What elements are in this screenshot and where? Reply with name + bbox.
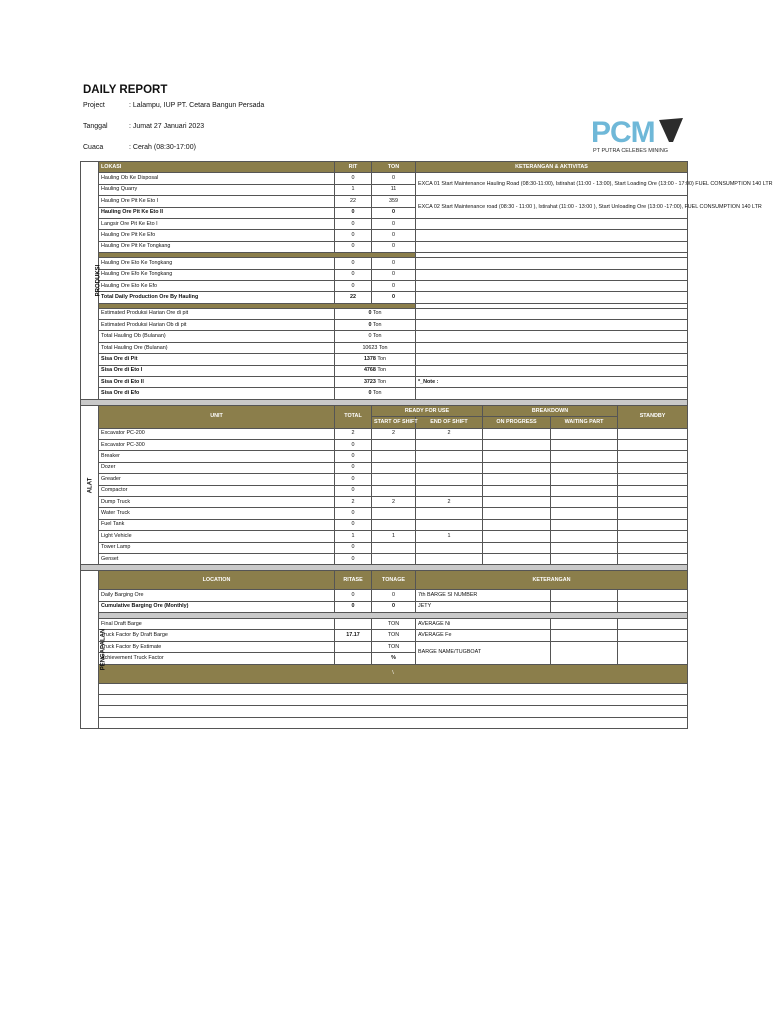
equipment-on-progress bbox=[483, 542, 551, 553]
header-ritase: RITASE bbox=[335, 571, 372, 590]
equipment-unit: Excavator PC-300 bbox=[99, 439, 335, 450]
equipment-on-progress bbox=[483, 508, 551, 519]
summary-row bbox=[81, 354, 688, 365]
equipment-waiting-part bbox=[551, 485, 618, 496]
equipment-row bbox=[81, 428, 688, 439]
production-ton: 0 bbox=[372, 207, 416, 218]
production-location: Hauling Quarry bbox=[99, 184, 335, 195]
summary-label: Total Hauling Ore (Bulanan) bbox=[99, 342, 335, 353]
equipment-start-of-shift: 1 bbox=[372, 531, 416, 542]
pengapalan-header-row bbox=[81, 571, 688, 590]
equipment-start-of-shift bbox=[372, 462, 416, 473]
equipment-unit: Excavator PC-200 bbox=[99, 428, 335, 439]
production-row bbox=[81, 230, 688, 241]
equipment-total: 0 bbox=[335, 462, 372, 473]
equipment-unit: Breaker bbox=[99, 451, 335, 462]
equipment-total: 0 bbox=[335, 451, 372, 462]
equipment-end-of-shift: 1 bbox=[416, 531, 483, 542]
svg-text:PCM: PCM bbox=[591, 116, 655, 149]
equipment-start-of-shift bbox=[372, 439, 416, 450]
shipping-tonage: % bbox=[372, 653, 416, 664]
summary-value bbox=[335, 354, 416, 365]
summary-number: 0 bbox=[368, 390, 372, 397]
summary-value bbox=[335, 342, 416, 353]
blank-cell bbox=[99, 706, 688, 717]
activity-note-empty bbox=[416, 218, 688, 229]
production-location: Hauling Ore Pit Ke Tongkang bbox=[99, 241, 335, 252]
equipment-waiting-part bbox=[551, 428, 618, 439]
shipping-tonage: TON bbox=[372, 630, 416, 641]
equipment-row bbox=[81, 485, 688, 496]
summary-value bbox=[335, 308, 416, 319]
production-rit: 0 bbox=[335, 218, 372, 229]
summary-value bbox=[335, 365, 416, 376]
backslash-row bbox=[81, 664, 688, 683]
equipment-row bbox=[81, 451, 688, 462]
production-ton: 0 bbox=[372, 280, 416, 291]
equipment-on-progress bbox=[483, 462, 551, 473]
production-location: Hauling Ore Eto Ke Tongkang bbox=[99, 258, 335, 269]
section-pengapalan bbox=[81, 571, 107, 729]
production-ton: 0 bbox=[372, 241, 416, 252]
summary-unit: Ton bbox=[378, 344, 388, 351]
blank-cell bbox=[99, 717, 688, 728]
production-row bbox=[81, 258, 688, 269]
production-location: Hauling Ore Pit Ke Eto II bbox=[99, 207, 335, 218]
section-pengapalan-label: PENGAPALAN bbox=[100, 628, 107, 671]
equipment-unit: Dozer bbox=[99, 462, 335, 473]
summary-number: 10623 bbox=[362, 344, 378, 351]
production-location: Total Daily Production Ore By Hauling bbox=[99, 292, 335, 303]
date-label: Tanggal bbox=[83, 123, 108, 130]
equipment-on-progress bbox=[483, 553, 551, 564]
summary-row bbox=[81, 342, 688, 353]
summary-number: 0 bbox=[368, 321, 372, 328]
blank-cell bbox=[99, 683, 688, 694]
shipping-ritase: 17.17 bbox=[335, 630, 372, 641]
header-end-of-shift: END OF SHIFT bbox=[416, 417, 483, 428]
project-value: : Lalampu, IUP PT. Cetara Bangun Persada bbox=[129, 102, 265, 109]
header-waiting-part: WAITING PART bbox=[551, 417, 618, 428]
equipment-row bbox=[81, 496, 688, 507]
equipment-standby bbox=[618, 531, 688, 542]
header-unit: UNIT bbox=[99, 405, 335, 428]
blank-row bbox=[81, 695, 688, 706]
equipment-standby bbox=[618, 474, 688, 485]
equipment-end-of-shift bbox=[416, 553, 483, 564]
equipment-standby bbox=[618, 439, 688, 450]
equipment-waiting-part bbox=[551, 553, 618, 564]
equipment-end-of-shift: 2 bbox=[416, 496, 483, 507]
shipping-ritase bbox=[335, 619, 372, 630]
equipment-waiting-part bbox=[551, 519, 618, 530]
header-rit: RIT bbox=[335, 162, 372, 173]
activity-note-empty bbox=[416, 342, 688, 353]
header-lokasi: LOKASI bbox=[99, 162, 335, 173]
equipment-on-progress bbox=[483, 439, 551, 450]
summary-label: Estimated Produksi Harian Ob di pit bbox=[99, 320, 335, 331]
equipment-total: 0 bbox=[335, 474, 372, 485]
logo-company-name: PT PUTRA CELEBES MINING bbox=[593, 148, 669, 154]
production-rit: 0 bbox=[335, 269, 372, 280]
equipment-waiting-part bbox=[551, 496, 618, 507]
summary-row bbox=[81, 331, 688, 342]
equipment-total: 0 bbox=[335, 508, 372, 519]
equipment-standby bbox=[618, 508, 688, 519]
summary-unit: Ton bbox=[372, 390, 382, 397]
blank-cell bbox=[99, 695, 688, 706]
shipping-note: BARGE NAME/TUGBOAT bbox=[416, 641, 551, 664]
equipment-start-of-shift bbox=[372, 542, 416, 553]
blank-row bbox=[81, 683, 688, 694]
equipment-standby bbox=[618, 519, 688, 530]
equipment-unit: Dump Truck bbox=[99, 496, 335, 507]
shipping-row bbox=[81, 601, 688, 612]
equipment-start-of-shift: 2 bbox=[372, 496, 416, 507]
equipment-total: 0 bbox=[335, 542, 372, 553]
equipment-unit: Water Truck bbox=[99, 508, 335, 519]
header-on-progress: ON PROGRESS bbox=[483, 417, 551, 428]
summary-unit: Ton bbox=[372, 321, 382, 328]
header-breakdown: BREAKDOWN bbox=[483, 405, 618, 416]
equipment-start-of-shift bbox=[372, 474, 416, 485]
shipping-extra bbox=[618, 619, 688, 630]
equipment-on-progress bbox=[483, 531, 551, 542]
summary-label: Sisa Ore di Pit bbox=[99, 354, 335, 365]
summary-value bbox=[335, 320, 416, 331]
production-rit: 0 bbox=[335, 207, 372, 218]
activity-note-empty bbox=[416, 230, 688, 241]
equipment-waiting-part bbox=[551, 451, 618, 462]
equipment-row bbox=[81, 553, 688, 564]
shipping-value bbox=[551, 619, 618, 630]
production-location: Langsir Ore Pit Ke Eto I bbox=[99, 218, 335, 229]
production-row bbox=[81, 218, 688, 229]
production-row bbox=[81, 173, 688, 184]
summary-row bbox=[81, 388, 688, 399]
activity-note-empty bbox=[416, 365, 688, 376]
section-produksi bbox=[81, 162, 102, 400]
summary-unit: Ton bbox=[377, 367, 387, 374]
equipment-waiting-part bbox=[551, 462, 618, 473]
equipment-row bbox=[81, 508, 688, 519]
header-keterangan: KETERANGAN & AKTIVITAS bbox=[416, 162, 688, 173]
production-row bbox=[81, 269, 688, 280]
activity-note-empty bbox=[416, 308, 688, 319]
production-row bbox=[81, 196, 688, 207]
production-rit: 0 bbox=[335, 241, 372, 252]
production-ton: 359 bbox=[372, 196, 416, 207]
shipping-note: JETY bbox=[416, 601, 551, 612]
produksi-header-row bbox=[81, 162, 688, 173]
equipment-on-progress bbox=[483, 496, 551, 507]
shipping-row bbox=[81, 630, 688, 641]
equipment-waiting-part bbox=[551, 508, 618, 519]
production-location: Hauling Ore Pit Ke Eto I bbox=[99, 196, 335, 207]
equipment-end-of-shift bbox=[416, 542, 483, 553]
production-rit: 22 bbox=[335, 196, 372, 207]
shipping-extra bbox=[618, 641, 688, 664]
equipment-waiting-part bbox=[551, 542, 618, 553]
equipment-end-of-shift bbox=[416, 508, 483, 519]
activity-note-empty bbox=[416, 280, 688, 291]
blank-row bbox=[81, 717, 688, 728]
summary-row bbox=[81, 308, 688, 319]
equipment-standby bbox=[618, 496, 688, 507]
activity-note-empty bbox=[416, 241, 688, 252]
equipment-standby bbox=[618, 462, 688, 473]
shipping-label: Truck Factor By Draft Barge bbox=[99, 630, 335, 641]
production-ton: 0 bbox=[372, 218, 416, 229]
equipment-row bbox=[81, 542, 688, 553]
equipment-row bbox=[81, 462, 688, 473]
summary-unit: Ton bbox=[377, 378, 387, 385]
equipment-on-progress bbox=[483, 474, 551, 485]
summary-row bbox=[81, 377, 688, 388]
weather-row bbox=[83, 144, 196, 151]
activity-note-empty bbox=[416, 258, 688, 269]
shipping-ritase bbox=[335, 641, 372, 652]
shipping-label: Achievement Truck Factor bbox=[99, 653, 335, 664]
production-row bbox=[81, 280, 688, 291]
equipment-unit: Fuel Tank bbox=[99, 519, 335, 530]
summary-number: 3723 bbox=[363, 378, 376, 385]
equipment-unit: Light Vehicle bbox=[99, 531, 335, 542]
summary-number: 4768 bbox=[363, 367, 376, 374]
equipment-end-of-shift bbox=[416, 485, 483, 496]
production-ton: 0 bbox=[372, 230, 416, 241]
header-start-of-shift: START OF SHIFT bbox=[372, 417, 416, 428]
equipment-end-of-shift: 2 bbox=[416, 428, 483, 439]
activity-note-empty bbox=[416, 331, 688, 342]
equipment-total: 0 bbox=[335, 519, 372, 530]
note-label: *_Note : bbox=[416, 377, 688, 388]
equipment-end-of-shift bbox=[416, 519, 483, 530]
activity-note-exca-02: EXCA 02 Start Maintenance road (08:30 - 11:00 ), Istirahat (11:00 - 13:00 ), Start Unloading Ore (13:00 -17:00), FUEL CONSUMPTION 140 LTR bbox=[416, 196, 688, 219]
summary-label: Sisa Ore di Eto II bbox=[99, 377, 335, 388]
summary-label: Sisa Ore di Eto I bbox=[99, 365, 335, 376]
production-rit: 0 bbox=[335, 173, 372, 184]
shipping-extra bbox=[618, 630, 688, 641]
activity-note-empty bbox=[416, 320, 688, 331]
equipment-start-of-shift bbox=[372, 519, 416, 530]
equipment-start-of-shift bbox=[372, 508, 416, 519]
production-ton: 0 bbox=[372, 292, 416, 303]
shipping-extra bbox=[618, 601, 688, 612]
shipping-ritase: 0 bbox=[335, 601, 372, 612]
shipping-ritase bbox=[335, 653, 372, 664]
blank-row bbox=[81, 706, 688, 717]
equipment-end-of-shift bbox=[416, 462, 483, 473]
production-rit: 22 bbox=[335, 292, 372, 303]
production-ton: 11 bbox=[372, 184, 416, 195]
equipment-total: 0 bbox=[335, 485, 372, 496]
daily-report-table bbox=[80, 161, 773, 729]
equipment-on-progress bbox=[483, 428, 551, 439]
shipping-note: AVERAGE Ni bbox=[416, 619, 551, 630]
equipment-row bbox=[81, 531, 688, 542]
report-title: DAILY REPORT bbox=[83, 84, 168, 96]
equipment-waiting-part bbox=[551, 439, 618, 450]
section-alat bbox=[81, 405, 99, 564]
summary-number: 1378 bbox=[363, 355, 376, 362]
activity-note-exca-01: EXCA 01 Start Maintenance Hauling Road (08:30-11:00), Istirahat (11:00 - 13:00), Start Loading Ore (13:00 - 17:00) FUEL CONSUMPTION 140 LTR bbox=[416, 173, 688, 196]
shipping-label: Truck Factor By Estimate bbox=[99, 641, 335, 652]
summary-unit: Ton bbox=[372, 333, 382, 340]
equipment-total: 1 bbox=[335, 531, 372, 542]
shipping-value bbox=[551, 590, 618, 601]
summary-number: 0 bbox=[368, 310, 372, 317]
weather-value: : Cerah (08:30-17:00) bbox=[129, 144, 196, 151]
activity-note-empty bbox=[416, 292, 688, 303]
equipment-row bbox=[81, 519, 688, 530]
activity-note-empty bbox=[416, 388, 688, 399]
alat-header-row bbox=[81, 405, 688, 416]
shipping-label: Final Draft Barge bbox=[99, 619, 335, 630]
header-tonage: TONAGE bbox=[372, 571, 416, 590]
project-label: Project bbox=[83, 102, 105, 109]
equipment-standby bbox=[618, 451, 688, 462]
activity-note-empty bbox=[416, 354, 688, 365]
shipping-row bbox=[81, 619, 688, 630]
production-row bbox=[81, 241, 688, 252]
weather-label: Cuaca bbox=[83, 144, 104, 151]
activity-note-empty bbox=[416, 269, 688, 280]
shipping-note: 7th BARGE SI NUMBER bbox=[416, 590, 551, 601]
summary-row bbox=[81, 320, 688, 331]
shipping-tonage: 0 bbox=[372, 601, 416, 612]
production-rit: 1 bbox=[335, 184, 372, 195]
shipping-row bbox=[81, 641, 688, 652]
section-alat-label: ALAT bbox=[87, 477, 94, 493]
equipment-total: 0 bbox=[335, 439, 372, 450]
production-location: Hauling Ore Efo Ke Tongkang bbox=[99, 269, 335, 280]
summary-row bbox=[81, 365, 688, 376]
equipment-on-progress bbox=[483, 485, 551, 496]
equipment-unit: Tower Lamp bbox=[99, 542, 335, 553]
summary-value bbox=[335, 377, 416, 388]
equipment-standby bbox=[618, 428, 688, 439]
header-standby: STANDBY bbox=[618, 405, 688, 428]
equipment-start-of-shift bbox=[372, 451, 416, 462]
equipment-unit: Greader bbox=[99, 474, 335, 485]
shipping-tonage: TON bbox=[372, 641, 416, 652]
equipment-unit: Compactor bbox=[99, 485, 335, 496]
equipment-unit: Genset bbox=[99, 553, 335, 564]
date-row bbox=[83, 123, 204, 130]
production-location: Hauling Ob Ke Disposal bbox=[99, 173, 335, 184]
header-location: LOCATION bbox=[99, 571, 335, 590]
date-value: : Jumat 27 Januari 2023 bbox=[129, 123, 205, 130]
equipment-start-of-shift bbox=[372, 485, 416, 496]
summary-number: 0 bbox=[368, 333, 372, 340]
header-keterangan-shipping: KETERANGAN bbox=[416, 571, 688, 590]
backslash-band: \ bbox=[99, 664, 688, 683]
equipment-standby bbox=[618, 553, 688, 564]
equipment-end-of-shift bbox=[416, 439, 483, 450]
equipment-on-progress bbox=[483, 451, 551, 462]
shipping-label: Cumulative Barging Ore (Monthly) bbox=[99, 601, 335, 612]
production-location: Hauling Ore Eto Ke Efo bbox=[99, 280, 335, 291]
project-row bbox=[83, 102, 264, 109]
shipping-label: Daily Barging Ore bbox=[99, 590, 335, 601]
summary-unit: Ton bbox=[372, 310, 382, 317]
summary-label: Estimated Produksi Harian Ore di pit bbox=[99, 308, 335, 319]
production-rit: 0 bbox=[335, 280, 372, 291]
production-row bbox=[81, 292, 688, 303]
equipment-waiting-part bbox=[551, 474, 618, 485]
summary-unit: Ton bbox=[377, 355, 387, 362]
production-rit: 0 bbox=[335, 258, 372, 269]
shipping-extra bbox=[618, 590, 688, 601]
shipping-value bbox=[551, 641, 618, 664]
section-produksi-label: PRODUKSI bbox=[95, 264, 102, 297]
header-ready-for-use: READY FOR USE bbox=[372, 405, 483, 416]
summary-value bbox=[335, 331, 416, 342]
shipping-value bbox=[551, 601, 618, 612]
production-location: Hauling Ore Pit Ke Efo bbox=[99, 230, 335, 241]
shipping-value bbox=[551, 630, 618, 641]
equipment-standby bbox=[618, 485, 688, 496]
header-ton: TON bbox=[372, 162, 416, 173]
equipment-total: 2 bbox=[335, 496, 372, 507]
production-ton: 0 bbox=[372, 173, 416, 184]
shipping-tonage: 0 bbox=[372, 590, 416, 601]
production-ton: 0 bbox=[372, 258, 416, 269]
shipping-note: AVERAGE Fe bbox=[416, 630, 551, 641]
company-logo bbox=[589, 112, 685, 154]
shipping-tonage: TON bbox=[372, 619, 416, 630]
equipment-total: 2 bbox=[335, 428, 372, 439]
equipment-end-of-shift bbox=[416, 474, 483, 485]
shipping-row bbox=[81, 590, 688, 601]
header-total: TOTAL bbox=[335, 405, 372, 428]
equipment-total: 0 bbox=[335, 553, 372, 564]
equipment-on-progress bbox=[483, 519, 551, 530]
equipment-start-of-shift: 2 bbox=[372, 428, 416, 439]
production-ton: 0 bbox=[372, 269, 416, 280]
production-rit: 0 bbox=[335, 230, 372, 241]
equipment-start-of-shift bbox=[372, 553, 416, 564]
shipping-ritase: 0 bbox=[335, 590, 372, 601]
equipment-standby bbox=[618, 542, 688, 553]
summary-label: Total Hauling Ob (Bulanan) bbox=[99, 331, 335, 342]
equipment-row bbox=[81, 474, 688, 485]
summary-value bbox=[335, 388, 416, 399]
equipment-waiting-part bbox=[551, 531, 618, 542]
equipment-row bbox=[81, 439, 688, 450]
summary-label: Sisa Ore di Efo bbox=[99, 388, 335, 399]
equipment-end-of-shift bbox=[416, 451, 483, 462]
